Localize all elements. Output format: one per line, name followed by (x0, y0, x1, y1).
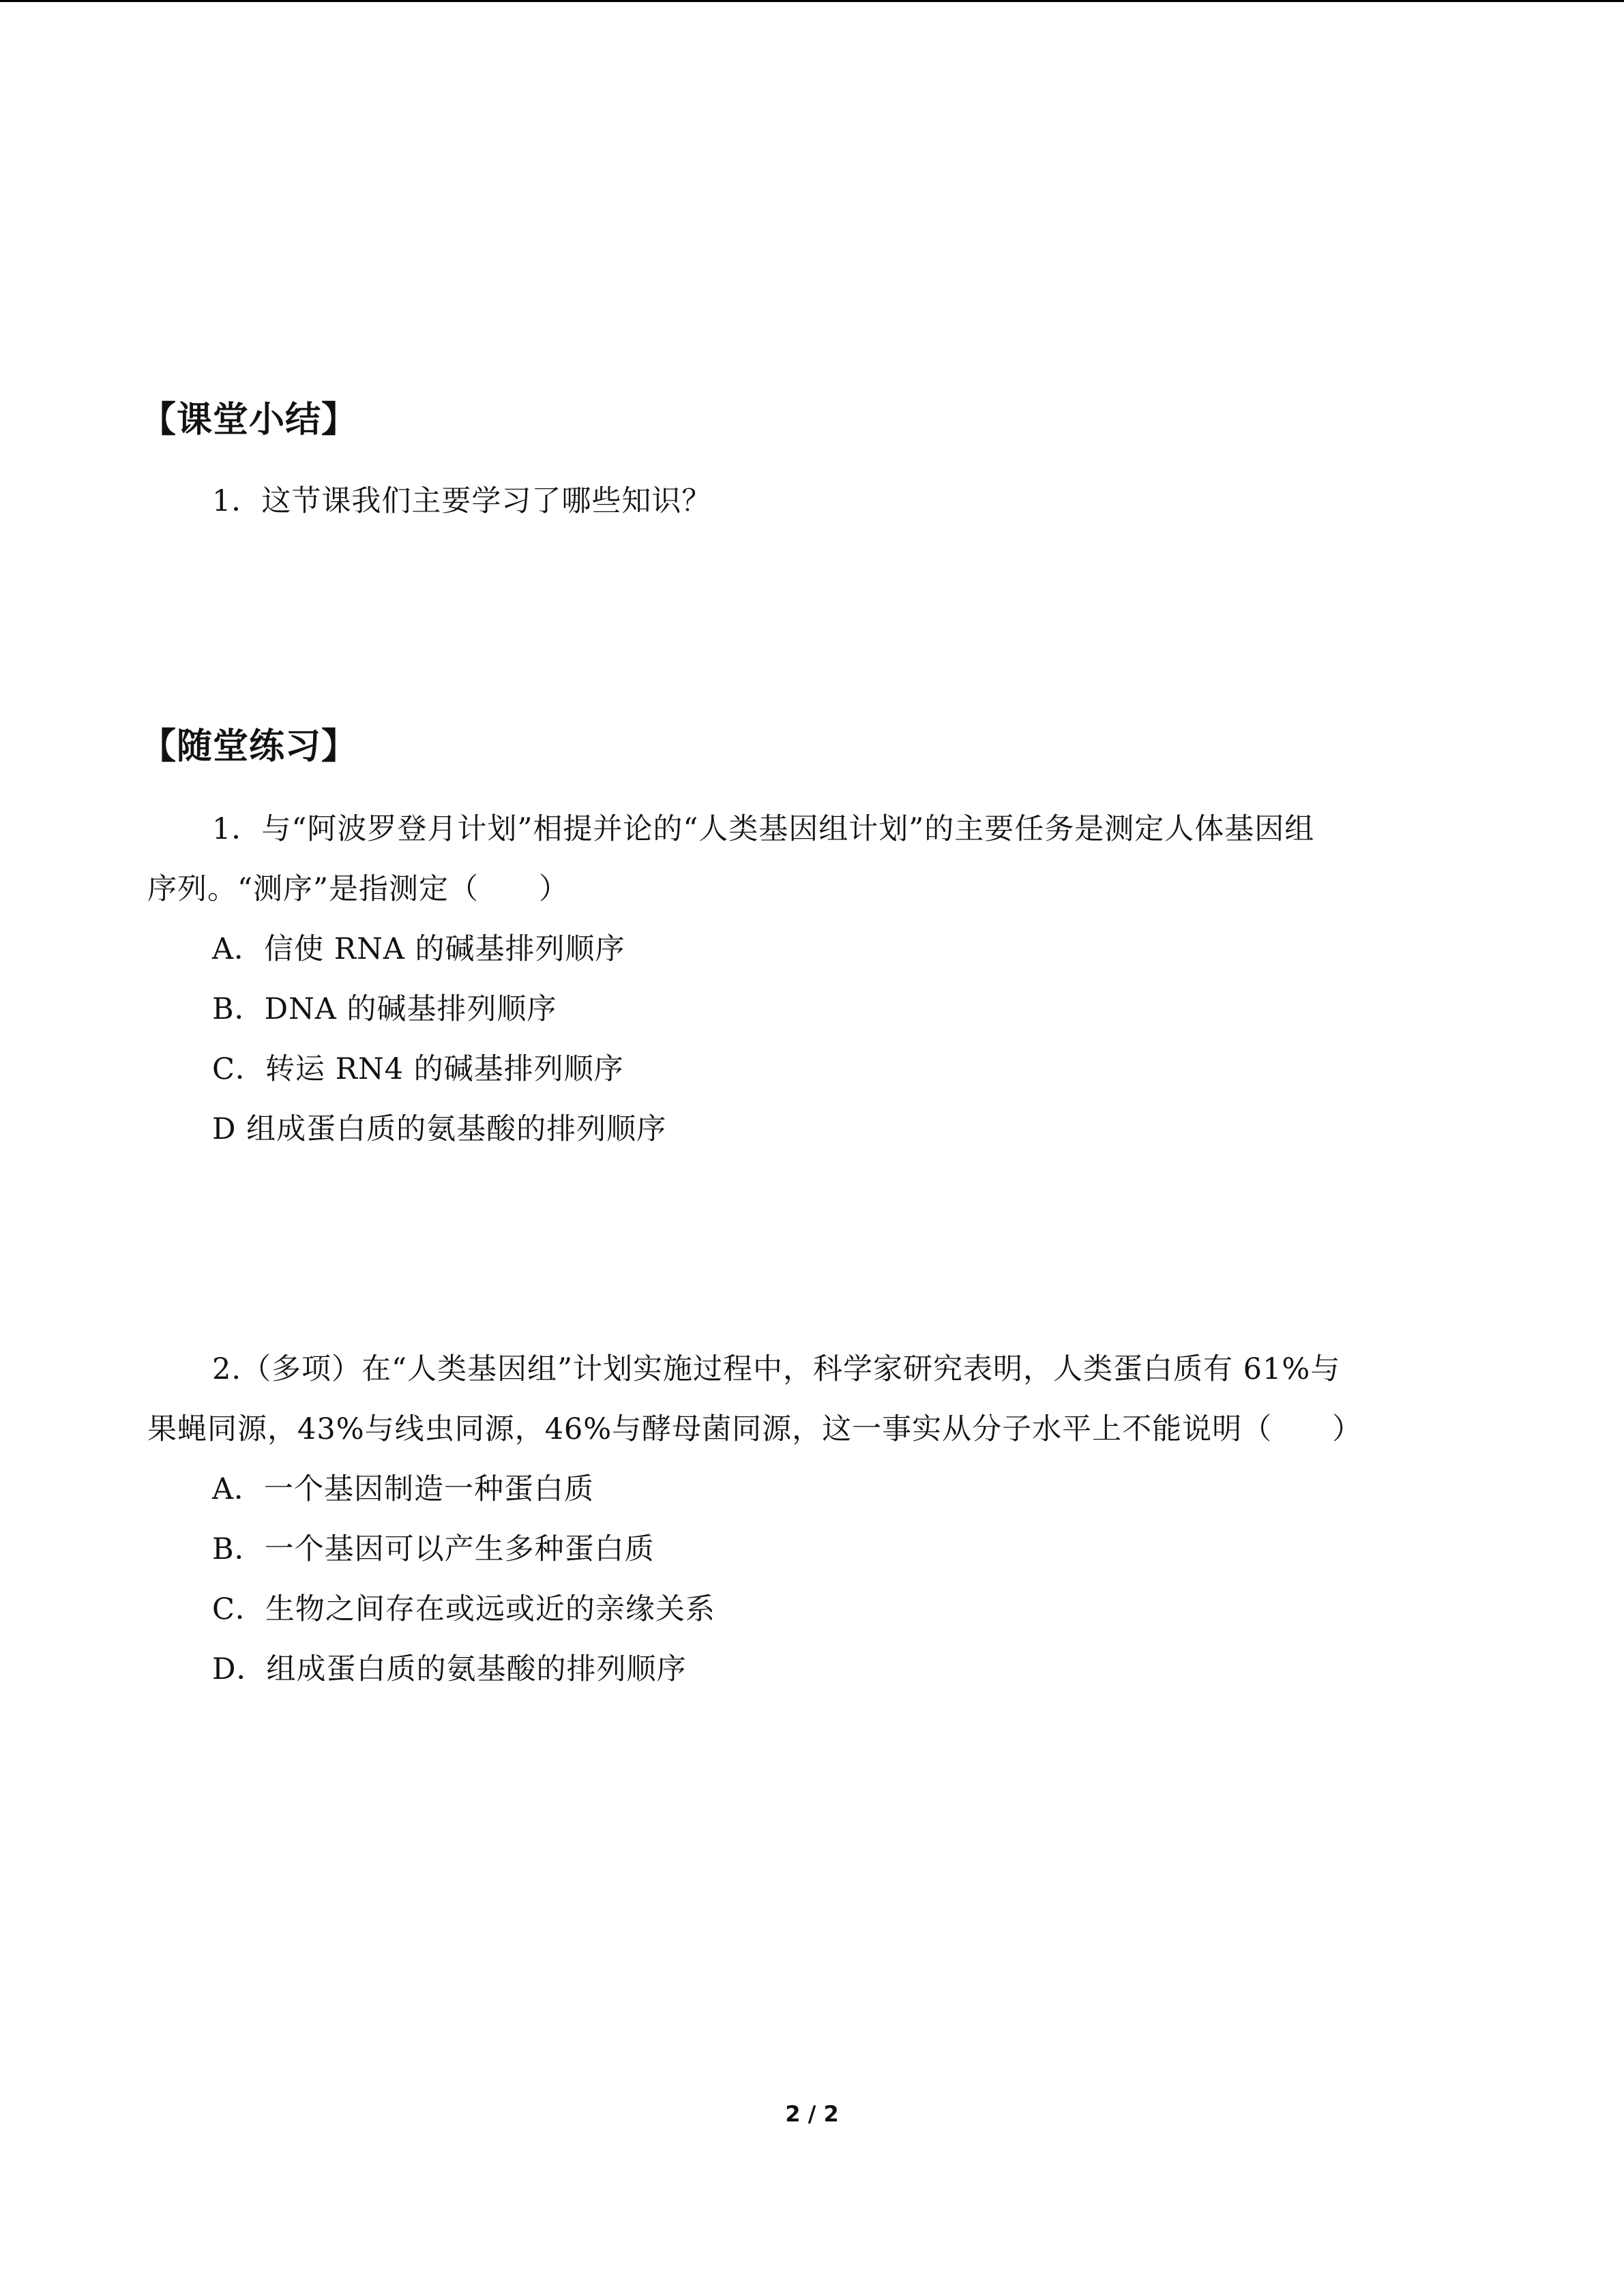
question-2-stem-line-1: 2.（多项）在“人类基因组”计划实施过程中，科学家研究表明，人类蛋白质有 61%与 (212, 1352, 1341, 1386)
question-2-option-a: A．一个基因制造一种蛋白质 (212, 1472, 595, 1506)
question-1-option-d: D 组成蛋白质的氨基酸的排列顺序 (212, 1112, 667, 1146)
page-number: 2 / 2 (785, 2101, 839, 2127)
question-2-option-d: D．组成蛋白质的氨基酸的排列顺序 (212, 1652, 687, 1686)
question-1-option-b: B．DNA 的碱基排列顺序 (212, 992, 557, 1026)
section-heading-summary: 【课堂小结】 (141, 399, 358, 441)
question-1-option-c: C．转运 RN4 的碱基排列顺序 (212, 1052, 624, 1086)
top-border-line (0, 0, 1624, 2)
question-2-stem-line-2: 果蝇同源，43%与线虫同源，46%与酵母菌同源，这一事实从分子水平上不能说明（ ） (147, 1412, 1363, 1446)
question-1-stem-line-1: 1．与“阿波罗登月计划”相提并论的“人类基因组计划”的主要任务是测定人体基因组 (212, 812, 1315, 846)
summary-item: 1．这节课我们主要学习了哪些知识？ (212, 484, 712, 518)
question-2-option-c: C．生物之间存在或远或近的亲缘关系 (212, 1592, 715, 1626)
question-1-option-a: A．信使 RNA 的碱基排列顺序 (212, 932, 625, 966)
question-1-stem-line-2: 序列。“测序”是指测定（ ） (147, 872, 569, 906)
question-2-option-b: B．一个基因可以产生多种蛋白质 (212, 1532, 655, 1566)
section-heading-practice: 【随堂练习】 (141, 726, 358, 767)
